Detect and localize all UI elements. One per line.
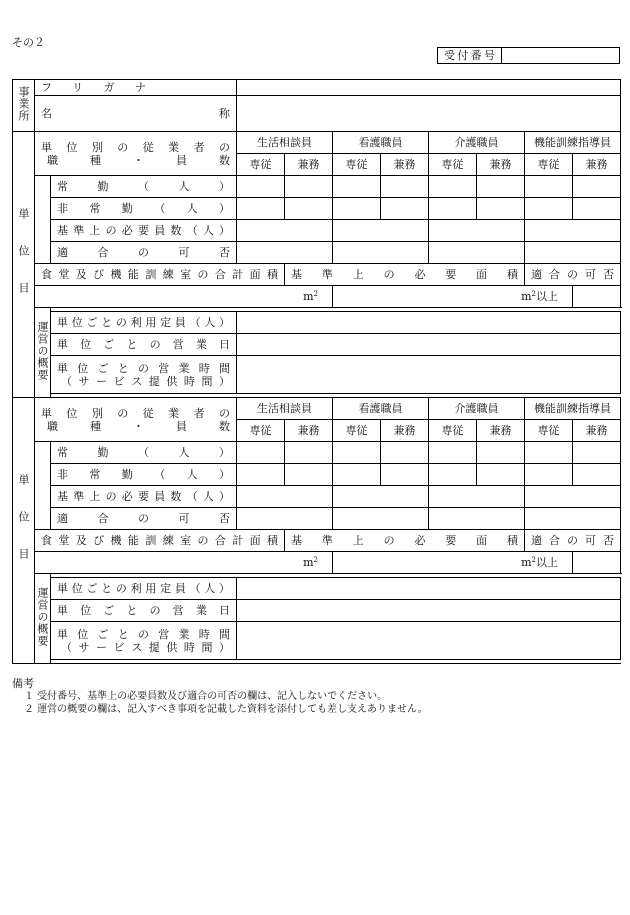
business-hours-label: 単位ごとの営業時間 （サービス提供時間） <box>51 356 237 394</box>
input-cell[interactable] <box>333 242 429 264</box>
input-cell[interactable] <box>381 464 429 486</box>
staff-conformity-label: 適合の可否 <box>51 508 237 530</box>
business-hours-field[interactable] <box>237 356 621 394</box>
role-header: 生活相談員 <box>237 132 333 154</box>
full-time-header: 専従 <box>237 420 285 442</box>
role-header: 機能訓練指導員 <box>525 132 621 154</box>
staff-conformity-label: 適合の可否 <box>51 242 237 264</box>
input-cell[interactable] <box>237 242 333 264</box>
part-time-header: 兼務 <box>477 154 525 176</box>
area-value-field[interactable]: $m^2$ <box>35 552 333 574</box>
operation-side-label-2: 運営の概要 <box>35 574 51 664</box>
full-time-header: 専従 <box>525 420 573 442</box>
full-time-staff-label: 常勤（人） <box>51 442 237 464</box>
business-days-field[interactable] <box>237 600 621 622</box>
indent-cell <box>35 176 51 264</box>
input-cell[interactable] <box>333 486 429 508</box>
input-cell[interactable] <box>381 176 429 198</box>
required-area-value-field[interactable]: $m^2$以上 <box>333 552 573 574</box>
role-header: 介護職員 <box>429 132 525 154</box>
input-cell[interactable] <box>573 442 621 464</box>
input-cell[interactable] <box>429 242 525 264</box>
role-header: 生活相談員 <box>237 398 333 420</box>
part-time-staff-label: 非常勤（人） <box>51 464 237 486</box>
role-header: 看護職員 <box>333 398 429 420</box>
role-header: 看護職員 <box>333 132 429 154</box>
full-time-staff-label: 常勤（人） <box>51 176 237 198</box>
part-time-header: 兼務 <box>573 420 621 442</box>
input-cell[interactable] <box>429 508 525 530</box>
area-conformity-label: 適合の可否 <box>525 530 621 552</box>
full-time-header: 専従 <box>333 420 381 442</box>
input-cell[interactable] <box>525 486 621 508</box>
required-staff-label: 基準上の必要員数（人） <box>51 486 237 508</box>
input-cell[interactable] <box>285 176 333 198</box>
area-conformity-label: 適合の可否 <box>525 264 621 286</box>
required-area-label: 基準上の必要面積 <box>285 530 525 552</box>
input-cell[interactable] <box>333 220 429 242</box>
page-label: その２ <box>12 36 45 49</box>
furigana-label: フリガナ <box>35 80 237 96</box>
required-area-label: 基準上の必要面積 <box>285 264 525 286</box>
full-time-header: 専従 <box>429 420 477 442</box>
input-cell[interactable] <box>237 198 285 220</box>
indent-cell <box>35 442 51 530</box>
notes-title: 備考 <box>12 677 34 690</box>
input-cell[interactable] <box>429 464 477 486</box>
input-cell[interactable] <box>525 176 573 198</box>
input-cell[interactable] <box>429 176 477 198</box>
input-cell[interactable] <box>285 198 333 220</box>
part-time-staff-label: 非常勤（人） <box>51 198 237 220</box>
part-time-header: 兼務 <box>285 420 333 442</box>
part-time-header: 兼務 <box>381 420 429 442</box>
input-cell[interactable] <box>237 220 333 242</box>
input-cell[interactable] <box>525 464 573 486</box>
unit-side-label-1: 単位目 <box>13 132 35 398</box>
furigana-field[interactable] <box>237 80 621 96</box>
area-label: 食堂及び機能訓練室の合計面積 <box>35 264 285 286</box>
area-conformity-field[interactable] <box>573 552 621 574</box>
role-header: 機能訓練指導員 <box>525 398 621 420</box>
input-cell[interactable] <box>573 464 621 486</box>
input-cell[interactable] <box>333 508 429 530</box>
input-cell[interactable] <box>525 508 621 530</box>
staff-header-2: 単位別の従業者の 職種・員数 <box>35 398 237 442</box>
input-cell[interactable] <box>525 442 573 464</box>
input-cell[interactable] <box>573 176 621 198</box>
business-days-label: 単位ごとの営業日 <box>51 334 237 356</box>
role-header: 介護職員 <box>429 398 525 420</box>
input-cell[interactable] <box>333 442 381 464</box>
business-hours-field[interactable] <box>237 622 621 660</box>
area-label: 食堂及び機能訓練室の合計面積 <box>35 530 285 552</box>
input-cell[interactable] <box>477 198 525 220</box>
receipt-number-box <box>437 47 620 64</box>
required-area-value-field[interactable]: $m^2$以上 <box>333 286 573 308</box>
input-cell[interactable] <box>237 176 285 198</box>
capacity-label: 単位ごとの利用定員（人） <box>51 578 237 600</box>
full-time-header: 専従 <box>429 154 477 176</box>
input-cell[interactable] <box>429 486 525 508</box>
input-cell[interactable] <box>381 198 429 220</box>
staff-header-1: 単位別の従業者の 職種・員数 <box>35 132 237 176</box>
input-cell[interactable] <box>285 442 333 464</box>
receipt-number-field[interactable] <box>502 48 620 64</box>
input-cell[interactable] <box>237 442 285 464</box>
business-days-label: 単位ごとの営業日 <box>51 600 237 622</box>
input-cell[interactable] <box>525 198 573 220</box>
input-cell[interactable] <box>333 176 381 198</box>
input-cell[interactable] <box>525 220 621 242</box>
input-cell[interactable] <box>429 442 477 464</box>
input-cell[interactable] <box>477 442 525 464</box>
input-cell[interactable] <box>477 176 525 198</box>
part-time-header: 兼務 <box>477 420 525 442</box>
part-time-header: 兼務 <box>285 154 333 176</box>
input-cell[interactable] <box>237 464 285 486</box>
receipt-number-label: 受付番号 <box>438 48 502 64</box>
input-cell[interactable] <box>429 220 525 242</box>
input-cell[interactable] <box>477 464 525 486</box>
note-item: ２ 運営の概要の欄は、記入すべき事項を記載した資料を添付しても差し支えありません。 <box>24 704 428 715</box>
unit-side-label-2: 単位目 <box>13 398 35 664</box>
notes-section <box>12 677 428 716</box>
full-time-header: 専従 <box>237 154 285 176</box>
required-staff-label: 基準上の必要員数（人） <box>51 220 237 242</box>
input-cell[interactable] <box>429 198 477 220</box>
input-cell[interactable] <box>333 464 381 486</box>
area-conformity-field[interactable] <box>573 286 621 308</box>
input-cell[interactable] <box>333 198 381 220</box>
capacity-label: 単位ごとの利用定員（人） <box>51 312 237 334</box>
input-cell[interactable] <box>237 486 333 508</box>
note-item: １ 受付番号、基準上の必要員数及び適合の可否の欄は、記入しないでください。 <box>24 691 388 702</box>
input-cell[interactable] <box>381 442 429 464</box>
business-days-field[interactable] <box>237 334 621 356</box>
office-name-field[interactable] <box>237 96 621 132</box>
input-cell[interactable] <box>525 242 621 264</box>
capacity-field[interactable] <box>237 312 621 334</box>
input-cell[interactable] <box>573 198 621 220</box>
operation-side-label-1: 運営の概要 <box>35 308 51 398</box>
office-name-label: 名称 <box>35 96 237 132</box>
business-hours-label: 単位ごとの営業時間 （サービス提供時間） <box>51 622 237 660</box>
office-side-label: 事業所 <box>13 80 35 132</box>
capacity-field[interactable] <box>237 578 621 600</box>
part-time-header: 兼務 <box>573 154 621 176</box>
full-time-header: 専従 <box>333 154 381 176</box>
part-time-header: 兼務 <box>381 154 429 176</box>
area-value-field[interactable]: $m^2$ <box>35 286 333 308</box>
facility-form-table <box>12 79 621 664</box>
input-cell[interactable] <box>285 464 333 486</box>
full-time-header: 専従 <box>525 154 573 176</box>
input-cell[interactable] <box>237 508 333 530</box>
